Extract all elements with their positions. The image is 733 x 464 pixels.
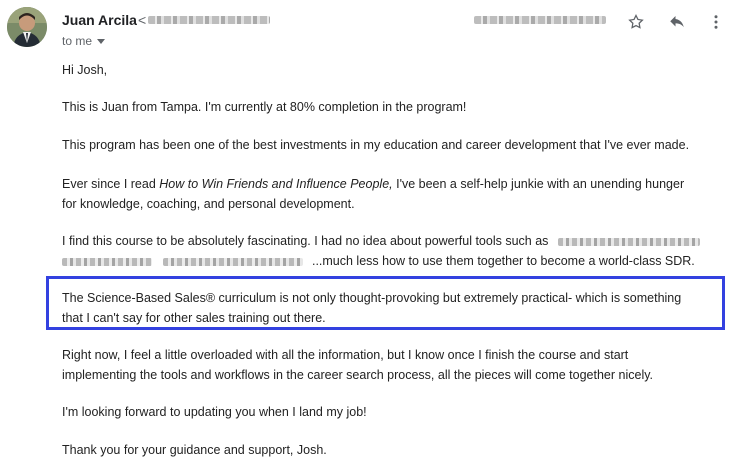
book-title: How to Win Friends and Influence People, (159, 177, 393, 191)
paragraph-tools-line-2 (62, 251, 722, 271)
reply-icon (668, 13, 686, 31)
redacted-sender-email (148, 16, 270, 24)
sender-email-open: < (138, 12, 147, 28)
paragraph-self-help-line-1 (62, 174, 722, 194)
recipient-dropdown[interactable] (62, 34, 105, 48)
redacted-date (474, 16, 606, 24)
star-button[interactable] (624, 10, 648, 34)
recipient-label: to me (62, 34, 93, 48)
paragraph-progress: This is Juan from Tampa. I'm currently at 80% completion in the program! (62, 100, 467, 114)
avatar[interactable] (7, 7, 47, 47)
highlighted-line-2: that I can't say for other sales training out there. (62, 311, 326, 325)
paragraph-thanks: Thank you for your guidance and support, Josh. (62, 443, 327, 457)
paragraph-tools-end: ...much less how to use them together to become a world-class SDR. (311, 254, 695, 268)
paragraph-tools (62, 231, 722, 271)
redacted-tools-3 (163, 258, 303, 266)
paragraph-self-help-rest: I've been a self-help junkie with an unending hunger (392, 177, 685, 191)
profile-photo (7, 7, 47, 47)
paragraph-overloaded-line-2: implementing the tools and workflows in the career search process, all the pieces will come together nicely. (62, 368, 654, 382)
paragraph-overloaded-line-1: Right now, I feel a little overloaded with all the information, but I know once I finish the course and start (62, 348, 629, 362)
highlighted-line-1: The Science-Based Sales® curriculum is not only thought-provoking but extremely practical- which is something (62, 291, 682, 305)
star-icon (627, 13, 645, 31)
paragraph-overloaded (62, 345, 722, 385)
greeting: Hi Josh, (62, 63, 108, 77)
paragraph-investment: This program has been one of the best investments in my education and career development that I've ever made. (62, 138, 690, 152)
sender-name[interactable]: Juan Arcila (62, 12, 137, 28)
paragraph-tools-line-1 (62, 231, 722, 251)
paragraph-self-help-line-2: for knowledge, coaching, and personal development. (62, 197, 355, 211)
chevron-down-icon (97, 39, 105, 44)
highlighted-paragraph (62, 288, 722, 328)
paragraph-self-help-prefix: Ever since I read (62, 177, 160, 191)
paragraph-tools-text: I find this course to be absolutely fascinating. I had no idea about powerful tools such as (62, 234, 549, 248)
redacted-tools-1 (558, 238, 700, 246)
paragraph-self-help (62, 174, 722, 214)
reply-button[interactable] (665, 10, 689, 34)
more-vert-icon (707, 13, 725, 31)
more-options-button[interactable] (704, 10, 728, 34)
paragraph-job-update: I'm looking forward to updating you when I land my job! (62, 405, 367, 419)
redacted-tools-2 (62, 258, 152, 266)
